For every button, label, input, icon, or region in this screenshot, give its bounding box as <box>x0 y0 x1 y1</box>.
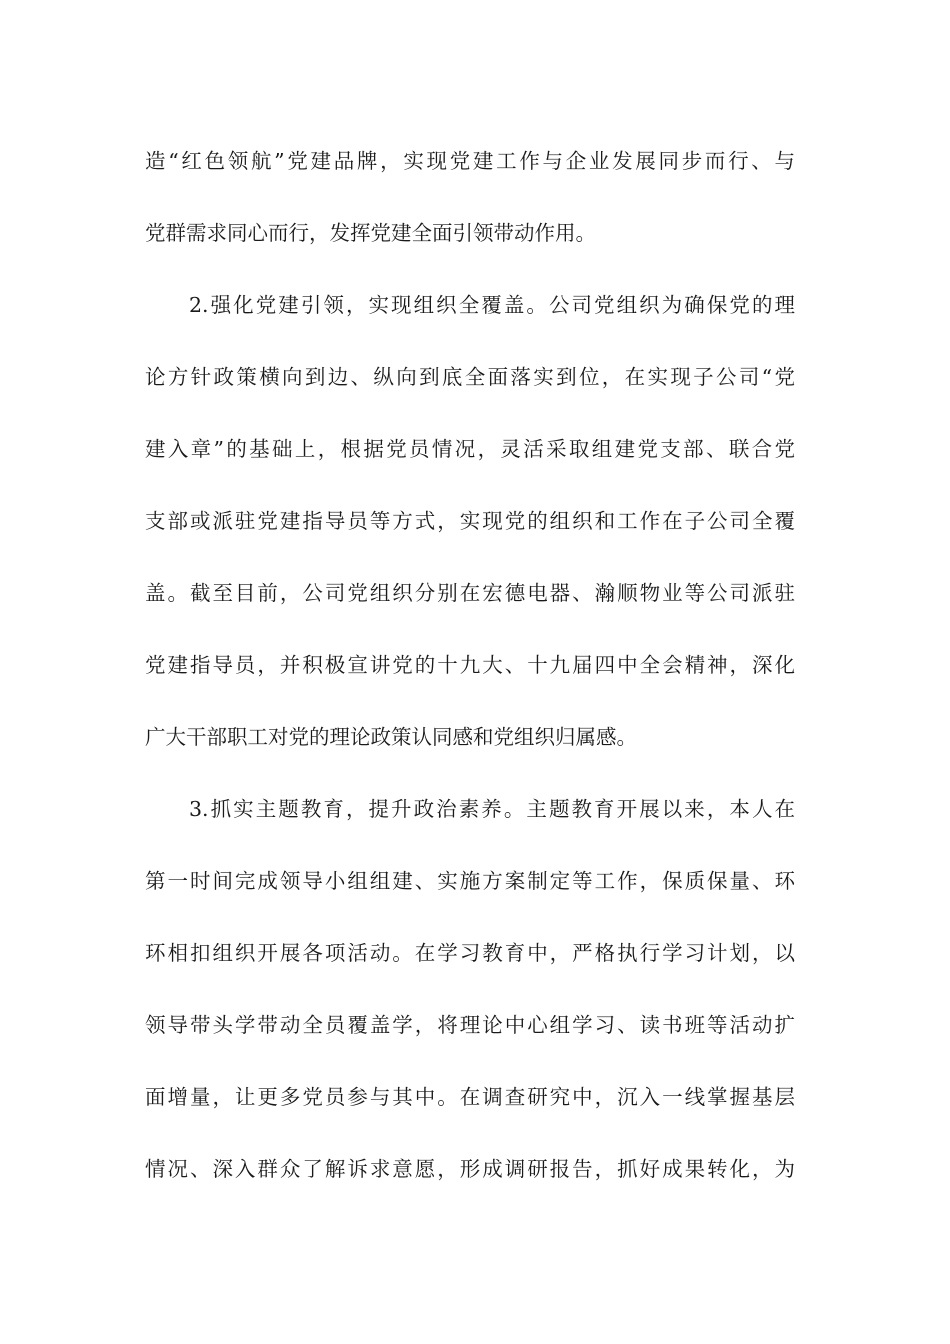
body-text <box>145 125 795 1205</box>
text-line: 面增量，让更多党员参与其中。在调查研究中，沉入一线掌握基层 <box>145 1085 795 1109</box>
text-line: 支部或派驻党建指导员等方式，实现党的组织和工作在子公司全覆 <box>145 509 795 533</box>
text-line: 情况、深入群众了解诉求意愿，形成调研报告，抓好成果转化，为 <box>145 1157 795 1181</box>
text-line: 造“红色领航”党建品牌，实现党建工作与企业发展同步而行、与 <box>145 149 795 173</box>
text-line: 建入章”的基础上，根据党员情况，灵活采取组建党支部、联合党 <box>145 437 795 461</box>
text-line: 2.强化党建引领，实现组织全覆盖。公司党组织为确保党的理 <box>189 293 795 317</box>
text-line: 党群需求同心而行，发挥党建全面引领带动作用。 <box>145 221 596 245</box>
text-line: 盖。截至目前，公司党组织分别在宏德电器、瀚顺物业等公司派驻 <box>145 581 795 605</box>
text-line: 第一时间完成领导小组组建、实施方案制定等工作，保质保量、环 <box>145 869 795 893</box>
text-line: 领导带头学带动全员覆盖学，将理论中心组学习、读书班等活动扩 <box>145 1013 795 1037</box>
text-line: 3.抓实主题教育，提升政治素养。主题教育开展以来，本人在 <box>189 797 795 821</box>
text-line: 广大干部职工对党的理论政策认同感和党组织归属感。 <box>145 725 637 749</box>
text-line: 环相扣组织开展各项活动。在学习教育中，严格执行学习计划，以 <box>145 941 795 965</box>
text-line: 论方针政策横向到边、纵向到底全面落实到位，在实现子公司“党 <box>145 365 795 389</box>
text-line: 党建指导员，并积极宣讲党的十九大、十九届四中全会精神，深化 <box>145 653 795 677</box>
